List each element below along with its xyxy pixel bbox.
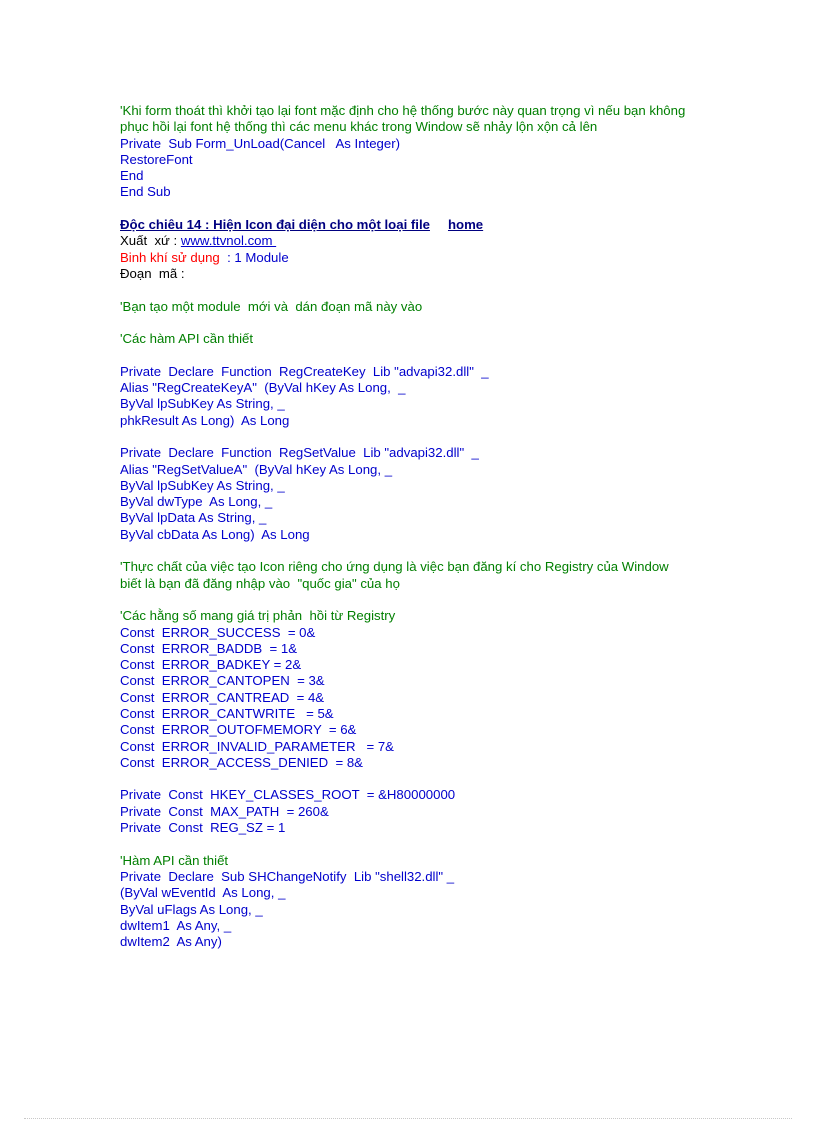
code-line: Private Declare Sub SHChangeNotify Lib "shell32.dll" _ bbox=[120, 868, 455, 884]
code-line: Private Declare Function RegSetValue Lib "advapi32.dll" _ bbox=[120, 445, 479, 461]
document-body bbox=[120, 103, 780, 950]
code-line: ByVal uFlags As Long, _ bbox=[120, 901, 263, 917]
code-line: Alias "RegSetValueA" (ByVal hKey As Long, _ bbox=[120, 461, 393, 477]
code-line: Const ERROR_BADDB = 1& bbox=[120, 640, 297, 656]
code-line: ByVal lpData As String, _ bbox=[120, 510, 267, 526]
code-line: Const ERROR_ACCESS_DENIED = 8& bbox=[120, 754, 363, 770]
spacer bbox=[120, 771, 780, 787]
code-line: Const ERROR_CANTWRITE = 5& bbox=[120, 705, 334, 721]
spacer bbox=[120, 543, 780, 559]
code-line: RestoreFont bbox=[120, 151, 193, 167]
comment-line: 'Hàm API cần thiết bbox=[120, 852, 229, 868]
spacer bbox=[120, 201, 780, 217]
code-label: Đoạn mã : bbox=[120, 265, 185, 281]
code-line: phkResult As Long) As Long bbox=[120, 412, 290, 428]
code-line: ByVal lpSubKey As String, _ bbox=[120, 477, 285, 493]
home-link[interactable]: home bbox=[447, 217, 484, 233]
source-line bbox=[120, 233, 780, 249]
spacer bbox=[120, 429, 780, 445]
code-line: (ByVal wEventId As Long, _ bbox=[120, 885, 286, 901]
spacer bbox=[120, 315, 780, 331]
weapon-line bbox=[120, 250, 780, 266]
page-bottom-rule bbox=[24, 1118, 792, 1119]
weapon-value: : 1 Module bbox=[223, 249, 289, 265]
code-line: Const ERROR_OUTOFMEMORY = 6& bbox=[120, 722, 357, 738]
comment-line: 'Các hằng số mang giá trị phản hồi từ Registry bbox=[120, 608, 396, 624]
source-label: Xuất xứ : bbox=[120, 233, 181, 249]
code-line: dwItem2 As Any) bbox=[120, 934, 222, 950]
comment-line: 'Bạn tạo một module mới và dán đoạn mã này vào bbox=[120, 298, 423, 314]
heading-title: Độc chiêu 14 : Hiện Icon đại diện cho một loại file bbox=[120, 217, 430, 233]
code-line: ByVal dwType As Long, _ bbox=[120, 494, 273, 510]
code-line: Alias "RegCreateKeyA" (ByVal hKey As Long, _ bbox=[120, 380, 406, 396]
section-heading bbox=[120, 217, 780, 233]
source-url-link[interactable]: www.ttvnol.com bbox=[180, 233, 277, 249]
code-line: ByVal lpSubKey As String, _ bbox=[120, 396, 285, 412]
code-line: End bbox=[120, 168, 144, 184]
code-line: Const ERROR_SUCCESS = 0& bbox=[120, 624, 316, 640]
weapon-label: Binh khí sử dụng bbox=[120, 249, 224, 265]
spacer bbox=[120, 592, 780, 608]
comment-line: 'Khi form thoát thì khởi tạo lại font mặc định cho hệ thống bước này quan trọng vì nếu bạn không bbox=[120, 103, 686, 118]
comment-line: 'Thực chất của việc tạo Icon riêng cho ứng dụng là việc bạn đăng kí cho Registry của Window bbox=[120, 559, 669, 575]
comment-line: 'Các hàm API cần thiết bbox=[120, 331, 253, 347]
code-line: Const ERROR_CANTREAD = 4& bbox=[120, 689, 325, 705]
code-line: Const ERROR_CANTOPEN = 3& bbox=[120, 673, 325, 689]
code-line: Const ERROR_BADKEY = 2& bbox=[120, 657, 302, 673]
comment-line: phục hồi lại font hệ thống thì các menu khác trong Window sẽ nhảy lộn xộn cả lên bbox=[120, 119, 598, 135]
code-line: Private Sub Form_UnLoad(Cancel As Integer) bbox=[120, 135, 401, 151]
spacer bbox=[120, 282, 780, 298]
spacer bbox=[120, 836, 780, 852]
spacer bbox=[120, 347, 780, 363]
code-line: dwItem1 As Any, _ bbox=[120, 917, 232, 933]
code-line: Private Const MAX_PATH = 260& bbox=[120, 803, 329, 819]
code-line: Private Const REG_SZ = 1 bbox=[120, 820, 286, 836]
code-line: Const ERROR_INVALID_PARAMETER = 7& bbox=[120, 738, 394, 754]
code-line: Private Const HKEY_CLASSES_ROOT = &H80000000 bbox=[120, 787, 456, 803]
code-line: End Sub bbox=[120, 184, 171, 200]
code-line: Private Declare Function RegCreateKey Lib "advapi32.dll" _ bbox=[120, 363, 489, 379]
code-line: ByVal cbData As Long) As Long bbox=[120, 526, 310, 542]
comment-line: biết là bạn đã đăng nhập vào "quốc gia" của họ bbox=[120, 575, 400, 591]
